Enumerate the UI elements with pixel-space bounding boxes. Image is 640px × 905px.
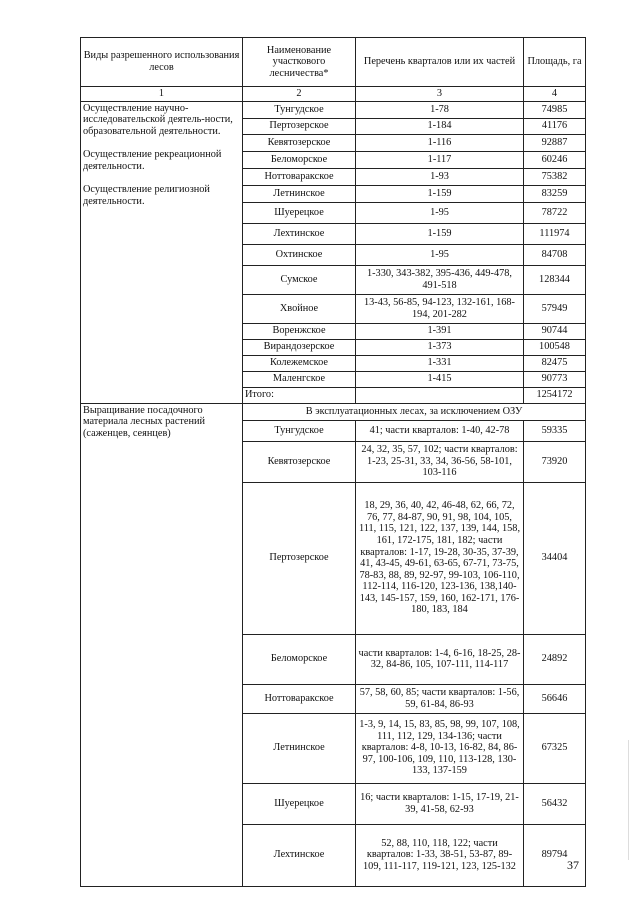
area-value: 111974: [524, 223, 586, 244]
forest-use-table: [80, 37, 586, 887]
total-empty: [356, 387, 524, 403]
use-type-text: Выращивание посадочного материала лесных растений (саженцев, сеянцев): [83, 404, 205, 439]
total-label: Итого:: [243, 387, 356, 403]
area-value: 73920: [524, 441, 586, 482]
forestry-name: Маленгское: [243, 371, 356, 387]
forestry-name: Пертозерское: [243, 118, 356, 134]
forestry-name: Лехтинское: [243, 223, 356, 244]
area-value: 24892: [524, 634, 586, 684]
forestry-name: Пертозерское: [243, 482, 356, 634]
forestry-name: Ноттоваракское: [243, 684, 356, 713]
header-area: Площадь, га: [524, 38, 586, 87]
area-value: 83259: [524, 185, 586, 202]
use-type-text: Осуществление религиозной деятельности.: [83, 184, 210, 207]
use-type-cell: [81, 403, 243, 886]
forestry-name: Беломорское: [243, 634, 356, 684]
forestry-name: Ноттоваракское: [243, 168, 356, 185]
area-value: 92887: [524, 134, 586, 151]
total-area: 1254172: [524, 387, 586, 403]
quarters-list: 18, 29, 36, 40, 42, 46-48, 62, 66, 72, 76, 77, 84-87, 90, 91, 98, 104, 105, 111, 115, 121, 122, 137, 139, 144, 158, 161, 172-175, 181, 182; части кварталов: 1-17, 19-28, 30-35, 37-39, 41, 43-45, 49-61, 63-65, 67-71, 73-75, 78-83, 88, 89, 92-97, 99-103, 106-110, 112-114, 116-120, 123-136, 138,140-143, 145-157, 159, 160, 162-171, 176-180, 183, 184: [356, 482, 524, 634]
area-value: 82475: [524, 355, 586, 371]
quarters-list: 24, 32, 35, 57, 102; части кварталов: 1-23, 25-31, 33, 34, 36-56, 58-101, 103-116: [356, 441, 524, 482]
col-number: 2: [243, 87, 356, 102]
quarters-list: 16; части кварталов: 1-15, 17-19, 21-39, 41-58, 62-93: [356, 783, 524, 824]
col-number: 3: [356, 87, 524, 102]
quarters-list: 1-415: [356, 371, 524, 387]
col-number: 1: [81, 87, 243, 102]
quarters-list: 57, 58, 60, 85; части кварталов: 1-56, 59, 61-84, 86-93: [356, 684, 524, 713]
area-value: 57949: [524, 294, 586, 323]
area-value: 100548: [524, 339, 586, 355]
header-quarters: Перечень кварталов или их частей: [356, 38, 524, 87]
header-row: [81, 38, 586, 87]
quarters-list: 1-331: [356, 355, 524, 371]
area-value: 67325: [524, 713, 586, 783]
col-number: 4: [524, 87, 586, 102]
area-value: 56646: [524, 684, 586, 713]
quarters-list: 1-159: [356, 223, 524, 244]
quarters-list: 1-391: [356, 323, 524, 339]
use-type-text: Осуществление научно-исследовательской деятель-ности, образовательной деятельности.: [83, 102, 233, 137]
quarters-list: 1-116: [356, 134, 524, 151]
use-type-text: Осуществление рекреационной деятельности.: [83, 149, 222, 172]
area-value: 74985: [524, 101, 586, 118]
forestry-name: Хвойное: [243, 294, 356, 323]
forestry-name: Шуерецкое: [243, 783, 356, 824]
area-value: 56432: [524, 783, 586, 824]
quarters-list: 41; части кварталов: 1-40, 42-78: [356, 420, 524, 441]
quarters-list: 1-93: [356, 168, 524, 185]
section-row: [81, 403, 586, 420]
quarters-list: 52, 88, 110, 118, 122; части кварталов: 1-33, 38-51, 53-87, 89-109, 111-117, 119-121, 123, 125-132: [356, 824, 524, 886]
area-value: 75382: [524, 168, 586, 185]
forestry-name: Кевятозерское: [243, 441, 356, 482]
forestry-name: Летнинское: [243, 185, 356, 202]
quarters-list: 13-43, 56-85, 94-123, 132-161, 168-194, 201-282: [356, 294, 524, 323]
forestry-name: Беломорское: [243, 151, 356, 168]
scan-artifact-line: [628, 740, 629, 860]
area-value: 128344: [524, 265, 586, 294]
header-use-type: Виды разрешенного использования лесов: [81, 38, 243, 87]
area-value: 90773: [524, 371, 586, 387]
use-type-cell: [81, 101, 243, 403]
quarters-list: 1-3, 9, 14, 15, 83, 85, 98, 99, 107, 108, 111, 112, 129, 134-136; части кварталов: 4-8, 10-13, 16-82, 84, 86-97, 100-106, 109, 110, 113-128, 130-133, 137-159: [356, 713, 524, 783]
area-value: 89794: [524, 824, 586, 886]
forestry-name: Лехтинское: [243, 824, 356, 886]
column-number-row: [81, 87, 586, 102]
forestry-name: Охтинское: [243, 244, 356, 265]
area-value: 90744: [524, 323, 586, 339]
quarters-list: 1-330, 343-382, 395-436, 449-478, 491-518: [356, 265, 524, 294]
section-title: В эксплуатационных лесах, за исключением ОЗУ: [243, 403, 586, 420]
forestry-name: Тунгудское: [243, 101, 356, 118]
forestry-name: Тунгудское: [243, 420, 356, 441]
forestry-name: Шуерецкое: [243, 202, 356, 223]
quarters-list: 1-95: [356, 244, 524, 265]
quarters-list: части кварталов: 1-4, 6-16, 18-25, 28-32, 84-86, 105, 107-111, 114-117: [356, 634, 524, 684]
forestry-name: Сумское: [243, 265, 356, 294]
forestry-name: Кевятозерское: [243, 134, 356, 151]
page-number: 37: [567, 858, 579, 872]
forestry-name: Летнинское: [243, 713, 356, 783]
quarters-list: 1-373: [356, 339, 524, 355]
quarters-list: 1-184: [356, 118, 524, 134]
quarters-list: 1-159: [356, 185, 524, 202]
area-value: 60246: [524, 151, 586, 168]
area-value: 78722: [524, 202, 586, 223]
table-row: [81, 101, 586, 118]
quarters-list: 1-95: [356, 202, 524, 223]
quarters-list: 1-117: [356, 151, 524, 168]
forestry-name: Воренжское: [243, 323, 356, 339]
forestry-name: Колежемское: [243, 355, 356, 371]
quarters-list: 1-78: [356, 101, 524, 118]
area-value: 34404: [524, 482, 586, 634]
area-value: 41176: [524, 118, 586, 134]
forestry-name: Вирандозерское: [243, 339, 356, 355]
area-value: 84708: [524, 244, 586, 265]
area-value: 59335: [524, 420, 586, 441]
header-forestry: Наименование участкового лесничества*: [243, 38, 356, 87]
